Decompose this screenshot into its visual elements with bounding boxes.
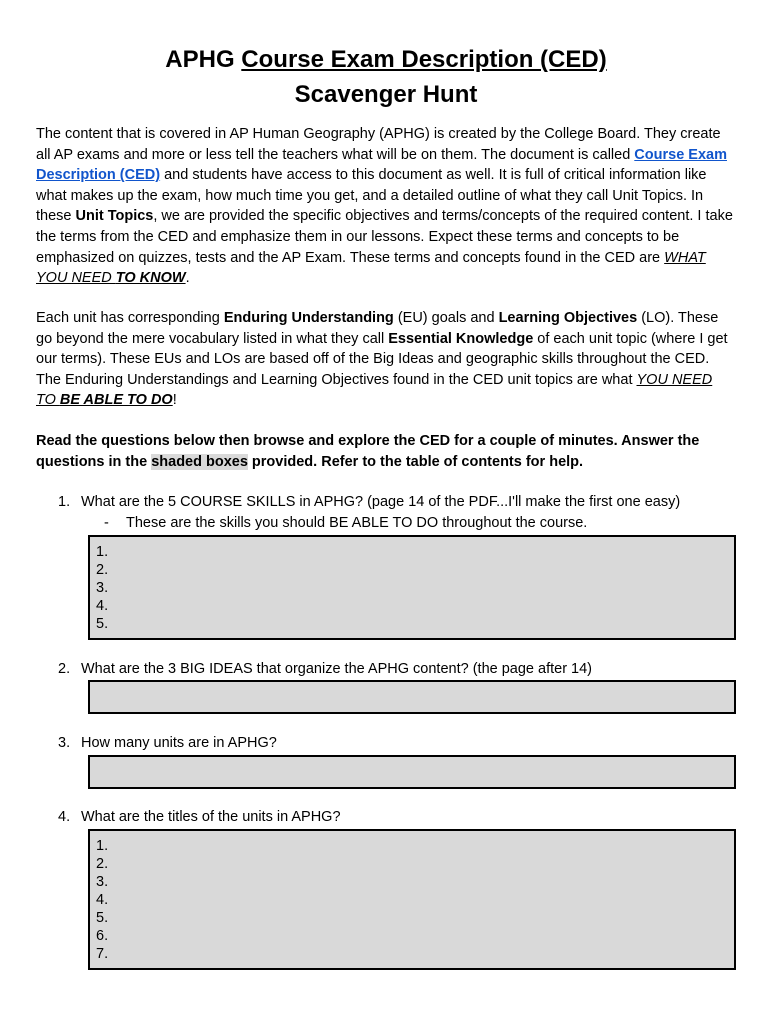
text: Each unit has corresponding: [36, 310, 224, 326]
page-title: [36, 46, 736, 74]
emphasis-text: YOU NEED TO: [36, 371, 713, 409]
answer-box-4[interactable]: [88, 829, 736, 970]
text: Read the questions below then browse and explore the CED for a couple of minutes. Answer the questions in the: [36, 433, 700, 470]
page-subtitle: Scavenger Hunt: [294, 81, 478, 108]
shaded-text: shaded boxes: [151, 453, 248, 470]
question-number: 1.: [58, 494, 71, 510]
text: The content that is covered in AP Human Geography (APHG) is created by the College Board. They create all AP exams and more or less tell the teachers what will be on them. The document is called: [36, 126, 721, 163]
question-number: 3.: [58, 735, 71, 751]
eu-lo-paragraph: [36, 308, 736, 411]
question-number: 4.: [58, 809, 71, 825]
question-text: How many units are in APHG?: [81, 735, 277, 751]
answer-line[interactable]: 3.: [96, 580, 109, 596]
answer-line[interactable]: 5.: [96, 910, 109, 926]
text: (EU) goals and: [393, 310, 499, 326]
answer-line[interactable]: 3.: [96, 874, 109, 890]
answer-box-2[interactable]: [88, 680, 736, 714]
question-text: What are the titles of the units in APHG?: [81, 809, 341, 825]
emphasis-bold: TO KNOW: [115, 270, 186, 287]
question-1-note: These are the skills you should BE ABLE TO DO throughout the course.: [126, 515, 588, 531]
question-1-dash: -: [104, 515, 109, 531]
text: provided. Refer to the table of contents for help.: [247, 453, 584, 470]
ced-link[interactable]: Course Exam Description (CED): [36, 146, 727, 184]
answer-box-1[interactable]: [88, 535, 736, 640]
question-text: What are the 3 BIG IDEAS that organize the APHG content? (the page after 14): [81, 661, 593, 677]
answer-line[interactable]: 4.: [96, 892, 109, 908]
answer-line[interactable]: 1.: [96, 544, 109, 560]
text: of each unit topic (where I get our terms). These EUs and LOs are based off of the Big Ideas and geographic skills throughout the CED. The Enduring Understandings and Learning Objectives found in the CED unit topics are what: [36, 330, 728, 388]
text: , we are provided the specific objectives and terms/concepts of the required content. I take the terms from the CED and emphasize them in our lessons. Expect these terms and concepts to be emphasized on quizzes, tests and the AP Exam. These terms and concepts found in the CED are: [36, 208, 733, 266]
intro-paragraph: [36, 124, 736, 289]
answer-line[interactable]: 4.: [96, 598, 109, 614]
text: (LO). These go beyond the mere vocabulary listed in what they call: [36, 310, 719, 347]
emphasis-text: WHAT YOU NEED: [36, 249, 706, 287]
title-prefix: APHG: [165, 46, 242, 73]
emphasis-bold: BE ABLE TO DO: [59, 392, 173, 409]
text: .: [185, 270, 190, 287]
answer-line[interactable]: 2.: [96, 856, 109, 872]
title-underlined: Course Exam Description (CED): [241, 46, 607, 73]
text: and students have access to this document as well. It is full of critical information like what makes up the exam, how much time you get, and a detailed outline of what they call Unit Topics. In these: [36, 167, 707, 225]
instructions-paragraph: [36, 431, 736, 472]
bold-text: Learning Objectives: [498, 310, 638, 326]
text: !: [172, 392, 177, 409]
question-number: 2.: [58, 661, 71, 677]
answer-line[interactable]: 2.: [96, 562, 109, 578]
answer-line[interactable]: 7.: [96, 946, 109, 962]
answer-line[interactable]: 6.: [96, 928, 109, 944]
bold-text: Essential Knowledge: [388, 330, 534, 347]
question-text: What are the 5 COURSE SKILLS in APHG? (page 14 of the PDF...I'll make the first one easy): [81, 494, 681, 510]
bold-text: Enduring Understanding: [223, 310, 394, 326]
answer-line[interactable]: 5.: [96, 616, 109, 632]
answer-line[interactable]: 1.: [96, 838, 109, 854]
bold-text: Unit Topics: [75, 208, 154, 225]
answer-box-3[interactable]: [88, 755, 736, 789]
